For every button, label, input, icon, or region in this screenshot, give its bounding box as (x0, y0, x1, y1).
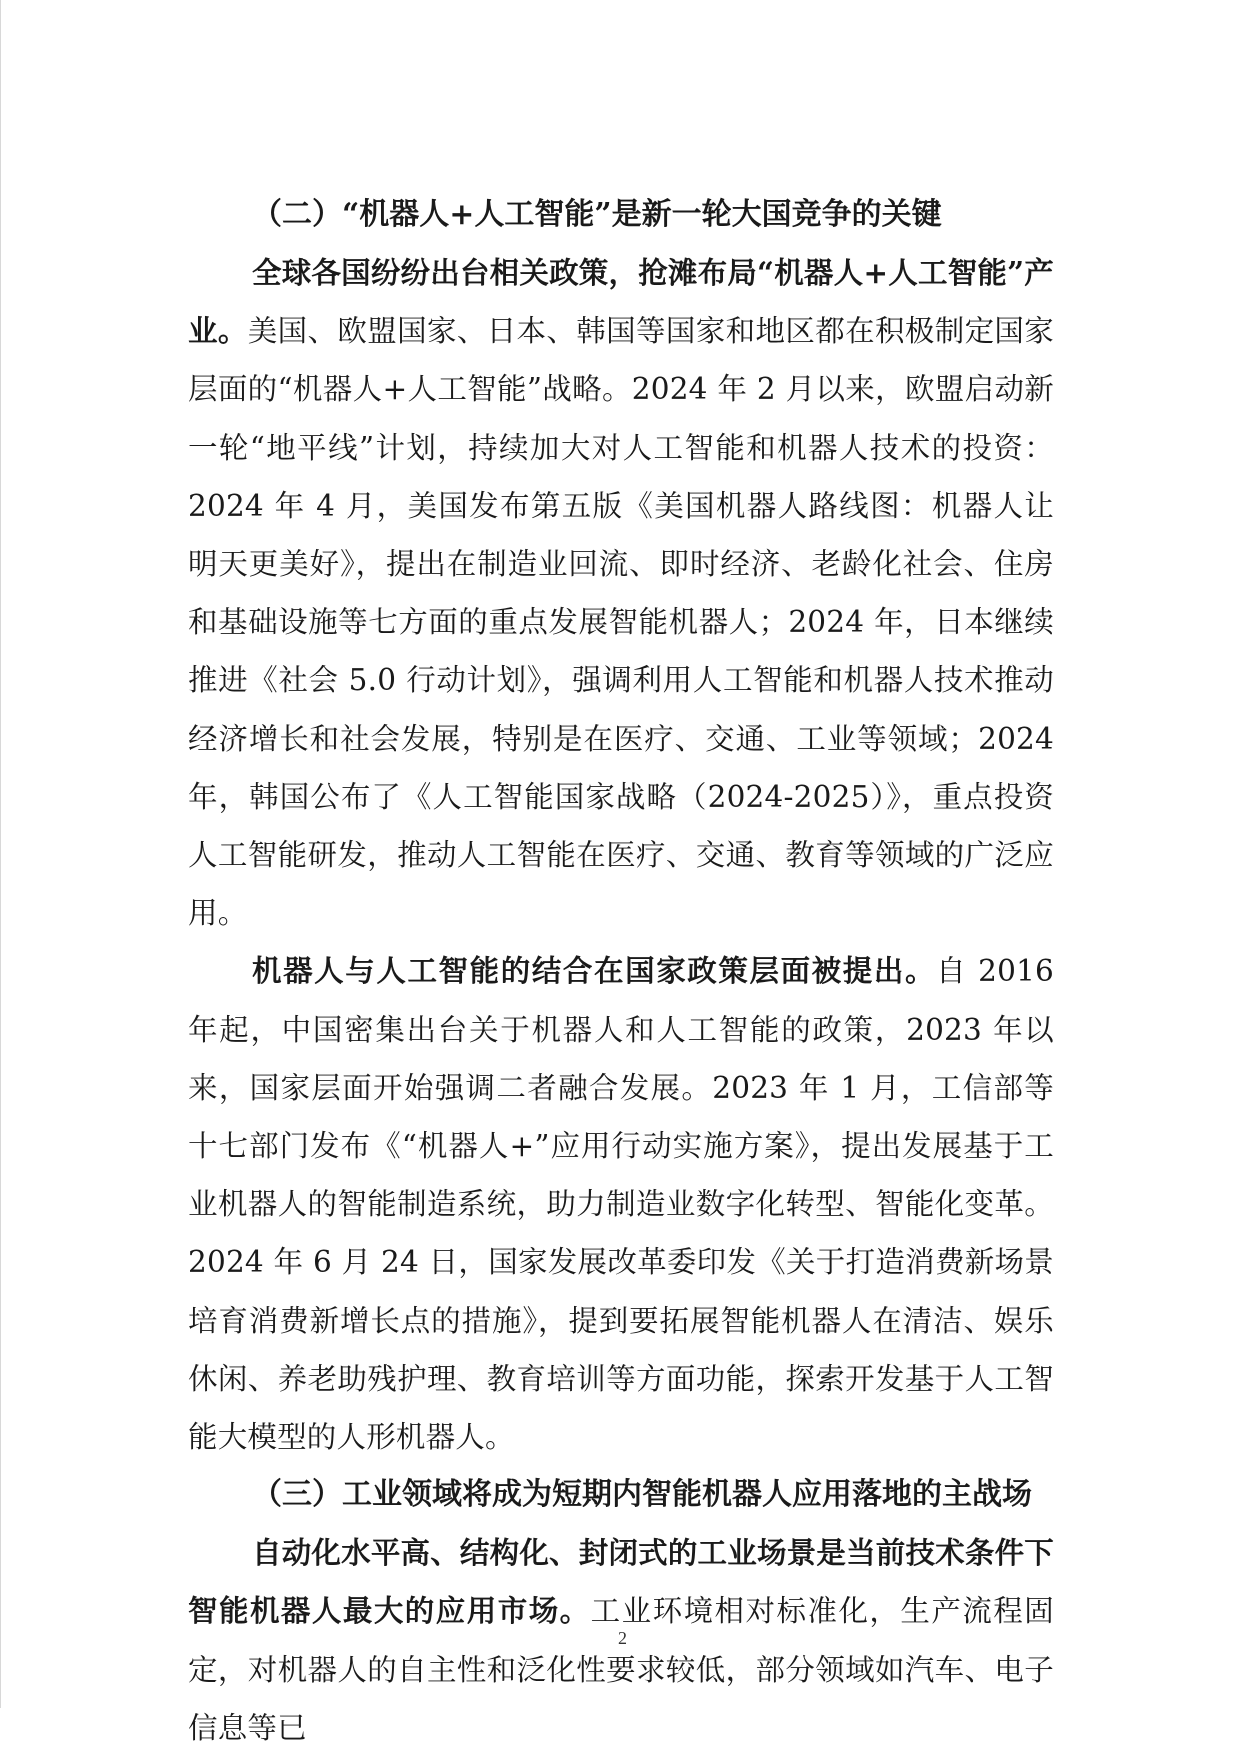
paragraph-body: 工业环境相对标准化，生产流程固定，对机器人的自主性和泛化性要求较低，部分领域如汽车、电子信息等已 (188, 1594, 1054, 1745)
section-heading-2: （二）“机器人+人工智能”是新一轮大国竞争的关键 (252, 197, 942, 232)
paragraph-lead: 全球各国纷纷出台相关政策，抢滩布局“机器人+人工智能”产业。 (188, 255, 1054, 349)
paragraph-lead: 自动化水平高、结构化、封闭式的工业场景是当前技术条件下智能机器人最大的应用市场。 (188, 1535, 1054, 1629)
document-body (188, 186, 1054, 1757)
paragraph-national-policy (188, 942, 1054, 1466)
paragraph-body: 美国、欧盟国家、日本、韩国等国家和地区都在积极制定国家层面的“机器人+人工智能”战略。2024 年 2 月以来，欧盟启动新一轮“地平线”计划，持续加大对人工智能和机器人技术的投资：2024 年 4 月，美国发布第五版《美国机器人路线图：机器人让明天更美好》，提出在制造业回流、即时经济、老龄化社会、住房和基础设施等七方面的重点发展智能机器人；2024 年，日本继续推进《社会 5.0 行动计划》，强调利用人工智能和机器人技术推动经济增长和社会发展，特别是在医疗、交通、工业等领域；2024 年，韩国公布了《人工智能国家战略（2024-2025）》，重点投资人工智能研发，推动人工智能在医疗、交通、教育等领域的广泛应用。 (188, 314, 1055, 931)
page-number: 2 (618, 1628, 627, 1648)
section-heading-3: （三）工业领域将成为短期内智能机器人应用落地的主战场 (252, 1477, 1032, 1513)
paragraph-body: 自 2016 年起，中国密集出台关于机器人和人工智能的政策，2023 年以来，国家层面开始强调二者融合发展。2023 年 1 月，工信部等十七部门发布《“机器人+”应用行动实施方案》，提出发展基于工业机器人的智能制造系统，助力制造业数字化转型、智能化变革。2024 年 6 月 24 日，国家发展改革委印发《关于打造消费新场景培育消费新增长点的措施》，提到要拓展智能机器人在清洁、娱乐休闲、养老助残护理、教育培训等方面功能，探索开发基于人工智能大模型的人形机器人。 (188, 954, 1055, 1455)
paragraph-global-policies (188, 244, 1054, 942)
paragraph-lead: 机器人与人工智能的结合在国家政策层面被提出。 (252, 953, 937, 989)
